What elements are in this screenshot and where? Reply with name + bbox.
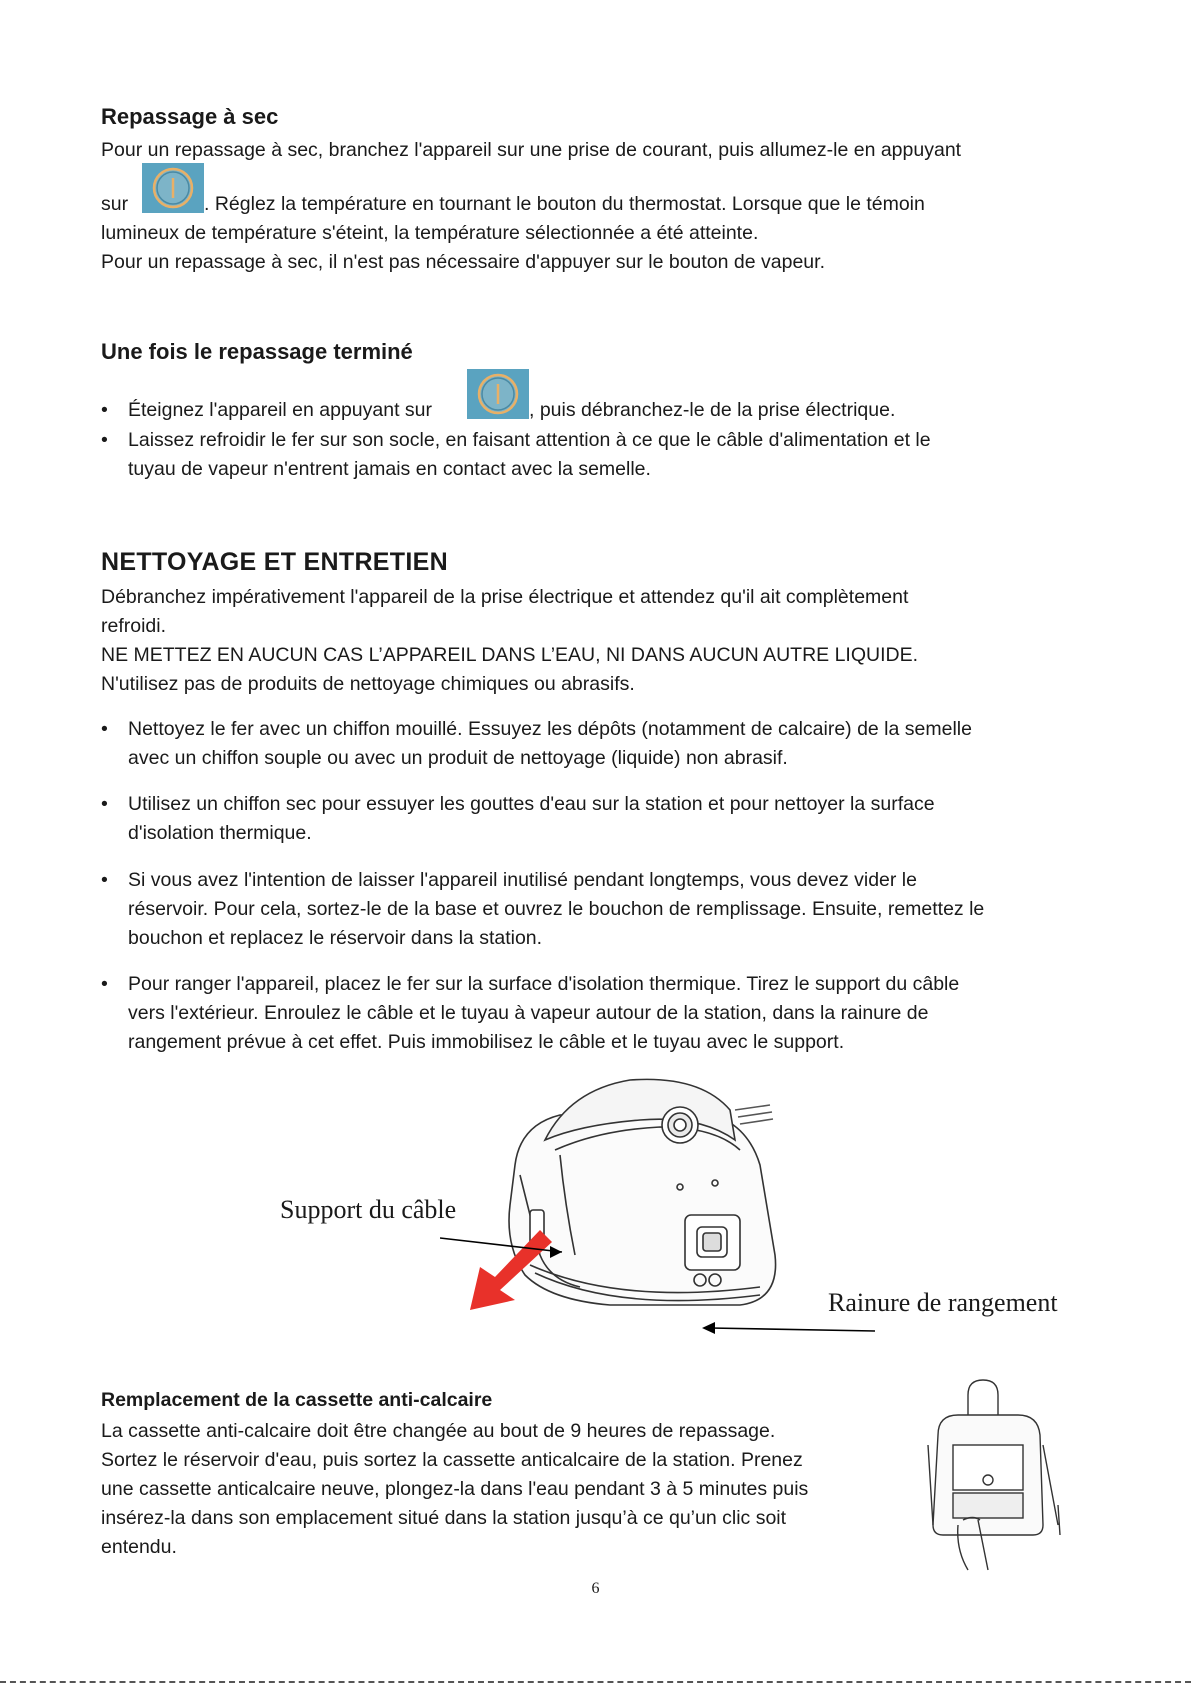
cassette-line-1: La cassette anti-calcaire doit être changée au bout de 9 heures de repassage. (101, 1420, 776, 1442)
cleaning-b3b: réservoir. Pour cela, sortez-le de la base et ouvrez le bouchon de remplissage. Ensuite, remettez le (128, 898, 985, 920)
dry-line-2b: . Réglez la température en tournant le bouton du thermostat. Lorsque que le témoin (204, 193, 925, 215)
cleaning-b4b: vers l'extérieur. Enroulez le câble et le tuyau à vapeur autour de la station, dans la rainure de (128, 1002, 929, 1024)
manual-page: Repassage à sec Pour un repassage à sec, branchez l'appareil sur une prise de courant, puis allumez-le en appuyant sur . Réglez la température en tournant le bouton du thermostat. Lorsque que le témoin lumineux de température s'éteint, la température sélectionnée a été atteinte. Pour un repassage à sec, il n'est pas nécessaire d'appuyer sur le bouton de vapeur. Une fois le repassage terminé • Éteignez l'appareil en appuyant sur , puis débranchez-le de la prise électrique. • Laissez refroidir le fer sur son socle, en faisant attention à ce que le câble d'alimentation et le tuyau de vapeur n'entrent jamais en contact avec la semelle. NETTOYAGE ET ENTRETIEN Débranchez impérativement l'appareil de la prise électrique et attendez qu'il ait complètement refroidi. NE METTEZ EN AUCUN CAS L’APPAREIL DANS L’EAU, NI DANS AUCUN AUTRE LIQUIDE. N'utilisez pas de produits de nettoyage chimiques ou abrasifs. • Nettoyez le fer avec un chiffon mouillé. Essuyez les dépôts (notamment de calcaire) de la semelle avec un chiffon souple ou avec un produit de nettoyage (liquide) non abrasif. • Utilisez un chiffon sec pour essuyer les gouttes d'eau sur la station et pour nettoyer la surface d'isolation thermique. • Si vous avez l'intention de laisser l'appareil inutilisé pendant longtemps, vous devez vider le réservoir. Pour cela, sortez-le de la base et ouvrez le bouchon de remplissage. Ensuite, remettez le bouchon et replacez le réservoir dans la station. • Pour ranger l'appareil, placez le fer sur la surface d'isolation thermique. Tirez le support du câble vers l'extérieur. Enroulez le câble et le tuyau à vapeur autour de la station, dans la rainure de rangement prévue à cet effet. Puis immobilisez le câble et le tuyau avec le support. Support du câble Rainure de rangement Remplacement de la cassette anti-calcaire La cassette anti-calcaire doit être changée au bout de 9 heures de repassage. Sortez le réservoir d'eau, puis sortez la cassette anticalcaire de la station. Prenez une cassette anticalcaire neuve, plongez-la dans l'eau pendant 3 à 5 minutes puis insérez-la dans son emplacement situé dans la station jusqu’à ce qu’un clic soit entendu. 6 (0, 0, 1191, 1685)
page-number: 6 (591, 1580, 600, 1597)
bullet-icon: • (101, 429, 108, 451)
cleaning-b4c: rangement prévue à cet effet. Puis immobilisez le câble et le tuyau avec le support. (128, 1031, 845, 1053)
cassette-line-3: une cassette anticalcaire neuve, plongez-la dans l'eau pendant 3 à 5 minutes puis (101, 1478, 809, 1500)
cleaning-b1b: avec un chiffon souple ou avec un produit de nettoyage (liquide) non abrasif. (128, 747, 788, 769)
bullet-icon: • (101, 869, 108, 891)
cleaning-b3c: bouchon et replacez le réservoir dans la station. (128, 927, 543, 949)
section-title-cleaning: NETTOYAGE ET ENTRETIEN (101, 548, 448, 576)
section-title-after-ironing: Une fois le repassage terminé (101, 339, 413, 364)
dry-line-3: lumineux de température s'éteint, la température sélectionnée a été atteinte. (101, 222, 759, 244)
cleaning-p3: N'utilisez pas de produits de nettoyage chimiques ou abrasifs. (101, 673, 635, 695)
cassette-line-2: Sortez le réservoir d'eau, puis sortez la cassette anticalcaire de la station. Prenez (101, 1449, 803, 1471)
cassette-line-4: insérez-la dans son emplacement situé dans la station jusqu’à ce qu’un clic soit (101, 1507, 787, 1529)
section-title-cassette: Remplacement de la cassette anti-calcaire (101, 1389, 493, 1411)
cleaning-p1a: Débranchez impérativement l'appareil de la prise électrique et attendez qu'il ait complètement (101, 586, 909, 608)
cleaning-p1b: refroidi. (101, 615, 167, 637)
after-bullet-1b: , puis débranchez-le de la prise électrique. (529, 399, 896, 421)
steam-station-illustration (460, 1055, 810, 1355)
cleaning-p2: NE METTEZ EN AUCUN CAS L’APPAREIL DANS L’EAU, NI DANS AUCUN AUTRE LIQUIDE. (101, 644, 919, 666)
section-title-dry-ironing: Repassage à sec (101, 104, 279, 129)
bullet-icon: • (101, 973, 108, 995)
dry-line-1: Pour un repassage à sec, branchez l'appareil sur une prise de courant, puis allumez-le en appuyant (101, 139, 962, 161)
page-bottom-edge (0, 1681, 1191, 1683)
bullet-icon: • (101, 718, 108, 740)
label-storage-groove: Rainure de rangement (828, 1288, 1058, 1317)
power-button-icon (467, 369, 529, 419)
dry-line-2a: sur (101, 193, 129, 215)
callout-arrow-support (440, 1232, 580, 1282)
cleaning-b2b: d'isolation thermique. (128, 822, 312, 844)
label-cable-support: Support du câble (280, 1195, 457, 1224)
bullet-icon: • (101, 793, 108, 815)
after-bullet-2b: tuyau de vapeur n'entrent jamais en contact avec la semelle. (128, 458, 651, 480)
bullet-icon: • (101, 399, 108, 421)
dry-line-4: Pour un repassage à sec, il n'est pas nécessaire d'appuyer sur le bouton de vapeur. (101, 251, 825, 273)
callout-arrow-groove (700, 1320, 875, 1340)
cassette-line-5: entendu. (101, 1536, 177, 1558)
power-button-icon (142, 163, 204, 213)
cassette-illustration (918, 1375, 1068, 1575)
